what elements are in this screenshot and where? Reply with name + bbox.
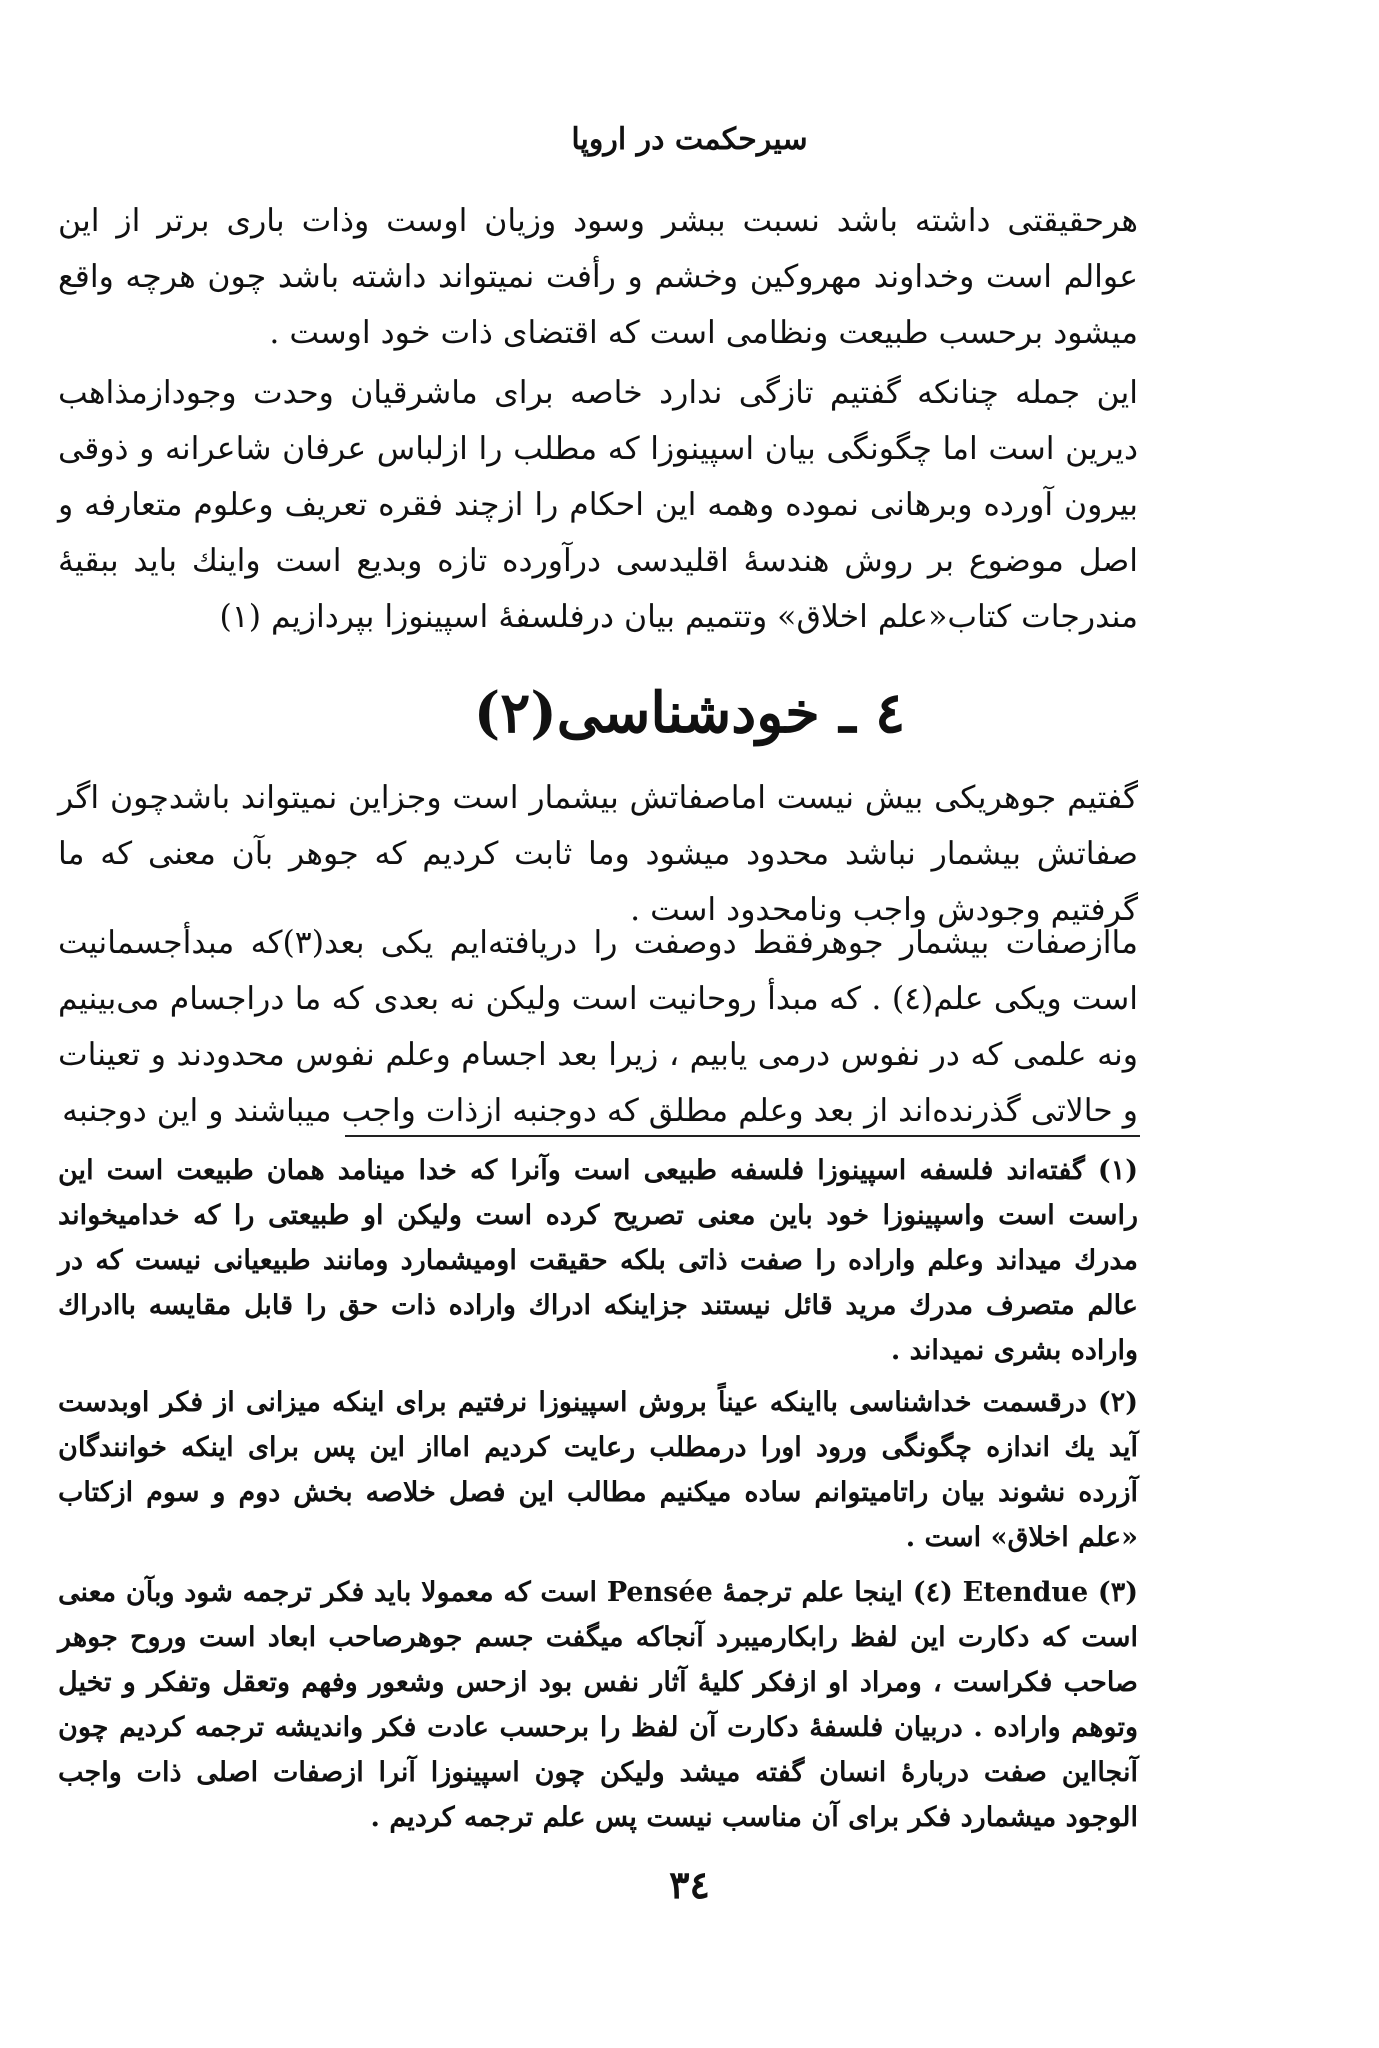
footnote-3-4: [58, 1570, 1138, 1840]
paragraph-substance: [58, 770, 1138, 938]
paragraph-text: این جمله چنانکه گفتیم تازگی ندارد خاصه برای ماشرقیان وحدت وجودازمذاهب دیرین است اما چگونگی بیان اسپینوزا که مطلب را ازلباس عرفان شاعرانه و ذوقی بیرون آورده وبرهانی نموده وهمه این احکام را ازچند فقره تعریف وعلوم متعارفه و اصل موضوع بر روش هندسهٔ اقلیدسی درآورده تازه وبدیع است واینك باید ببقیهٔ مندرجات کتاب«علم اخلاق» وتتمیم بیان درفلسفهٔ اسپینوزا بپردازیم (۱): [58, 375, 1138, 635]
footnote-1: [58, 1148, 1138, 1373]
footnote-text: (۱) گفته‌اند فلسفه اسپینوزا فلسفه طبیعی است وآنرا که خدا مینامد همان طبیعت است این راست است واسپینوزا خود باین معنی تصریح کرده است ولیکن او طبیعتی را که خدامیخواند مدرك میداند وعلم واراده را صفت ذاتی بلکه حقیقت اومیشمارد ومانند طبیعیانی نیست که در عالم متصرف مدرك مرید قائل نیستند جزاینکه ادراك واراده ذات حق را قابل مقایسه باادراك واراده بشری نمیداند .: [58, 1155, 1138, 1366]
running-head: سیرحکمت در اروپا: [571, 122, 808, 157]
section-heading: ٤ ـ خودشناسی(۲): [473, 680, 906, 746]
footnote-text: (۲) درقسمت خداشناسی بااینکه عیناً بروش اسپینوزا نرفتیم برای اینکه میزانی از فکر اوبدست آید یك اندازه چگونگی ورود اورا درمطلب رعایت کردیم امااز این پس برای اینکه خوانندگان آزرده نشوند بیان راتامیتوانم ساده میکنیم مطالب این فصل خلاصه بخش دوم و سوم ازکتاب «علم اخلاق» است .: [58, 1387, 1138, 1553]
paragraph-continued: [58, 193, 1138, 361]
paragraph-text: ماازصفات بیشمار جوهرفقط دوصفت را دریافته‌ایم یکی بعد(۳)که مبدأجسمانیت است ویکی علم(٤) . که مبدأ روحانیت است ولیکن نه بعدی که ما دراجسام می‌بینیم ونه علمی که در نفوس درمی یابیم ، زیرا بعد اجسام وعلم نفوس محدودند و تعینات و حالاتی گذرنده‌اند از بعد وعلم مطلق که دوجنبه ازذات واجب میباشند و این دوجنبه: [58, 925, 1138, 1129]
footnote-2: [58, 1380, 1138, 1560]
paragraph-text: گفتیم جوهریکی بیش نیست اماصفاتش بیشمار است وجزاین نمیتواند باشدچون اگر صفاتش بیشمار نباشد محدود میشود وما ثابت کردیم که جوهر بآن معنی که ما گرفتیم وجودش واجب ونامحدود است .: [58, 780, 1138, 928]
footnote-divider: [345, 1135, 1140, 1137]
page-number: ۳٤: [669, 1862, 710, 1907]
footnote-text: (۳) Etendue (٤) اینجا علم ترجمهٔ Pensée است که معمولا باید فکر ترجمه شود وبآن معنی است که دکارت این لفظ رابکارمیبرد آنجاکه میگفت جسم جوهرصاحب ابعاد است وروح جوهر صاحب فکراست ، ومراد او ازفکر کلیهٔ آثار نفس بود ازحس وشعور وفهم وتعقل وتفکر و تخیل وتوهم واراده . دربیان فلسفهٔ دکارت آن لفظ را برحسب عادت فکر واندیشه ترجمه کردیم چون آنجااین صفت دربارهٔ انسان گفته میشد ولیکن چون اسپینوزا آنرا ازصفات اصلی ذات واجب الوجود میشمارد فکر برای آن مناسب نیست پس علم ترجمه کردیم .: [58, 1577, 1138, 1833]
paragraph-attributes: [58, 915, 1138, 1139]
paragraph-text: هرحقیقتی داشته باشد نسبت ببشر وسود وزیان اوست وذات باری برتر از این عوالم است وخداوند مهروکین وخشم و رأفت نمیتواند داشته باشد چون هرچه واقع میشود برحسب طبیعت ونظامی است که اقتضای ذات خود اوست .: [58, 203, 1138, 351]
paragraph-spinoza-geometry: [58, 365, 1138, 645]
